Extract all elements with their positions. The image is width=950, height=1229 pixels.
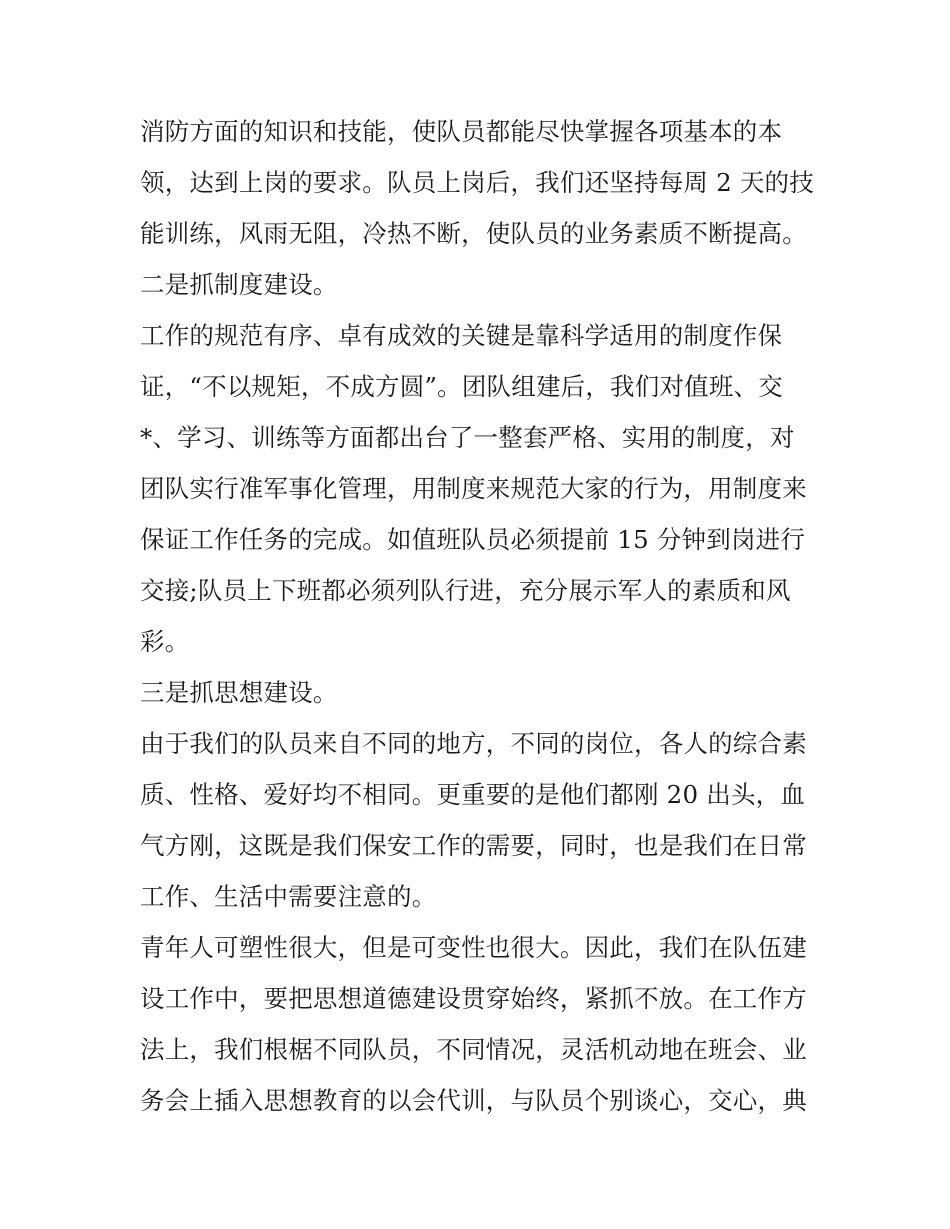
text-line: 设工作中，要把思想道德建设贯穿始终，紧抓不放。在工作方 [140,984,807,1013]
text-line: 工作、生活中需要注意的。 [140,882,437,911]
text-line: 法上，我们根椐不同队员，不同情况，灵活机动地在班会、业 [140,1035,807,1064]
text-line: 工作的规范有序、卓有成效的关键是靠科学适用的制度作保 [140,321,783,350]
text-line: 务会上插入思想教育的以会代训，与队员个别谈心，交心，典 [140,1086,807,1115]
body-text [140,106,820,1126]
text-line: 领，达到上岗的要求。队员上岗后，我们还坚持每周 2 天的技 [140,168,814,197]
text-line: 证，“不以规矩，不成方圆”。团队组建后，我们对值班、交 [140,372,783,401]
text-line: 保证工作任务的完成。如值班队员必须提前 15 分钟到岗进行 [140,525,806,554]
text-line: 质、性格、爱好均不相同。更重要的是他们都刚 20 出头，血 [140,780,806,809]
text-line: 消防方面的知识和技能，使队员都能尽快掌握各项基本的本 [140,117,783,146]
text-line: 由于我们的队员来自不同的地方，不同的岗位，各人的综合素 [140,729,807,758]
text-line: 彩。 [140,627,190,656]
text-line: 团队实行准军事化管理，用制度来规范大家的行为，用制度来 [140,474,807,503]
text-line: 交接;队员上下班都必须列队行进，充分展示军人的素质和风 [140,576,791,605]
section-heading: 三是抓思想建设。 [140,678,338,707]
text-line: *、学习、训练等方面都出台了一整套严格、实用的制度，对 [140,423,795,452]
section-heading: 二是抓制度建设。 [140,270,338,299]
text-line: 能训练，风雨无阻，冷热不断，使队员的业务素质不断提高。 [140,219,807,248]
text-line: 青年人可塑性很大，但是可变性也很大。因此，我们在队伍建 [140,933,807,962]
text-line: 气方刚，这既是我们保安工作的需要，同时，也是我们在日常 [140,831,807,860]
